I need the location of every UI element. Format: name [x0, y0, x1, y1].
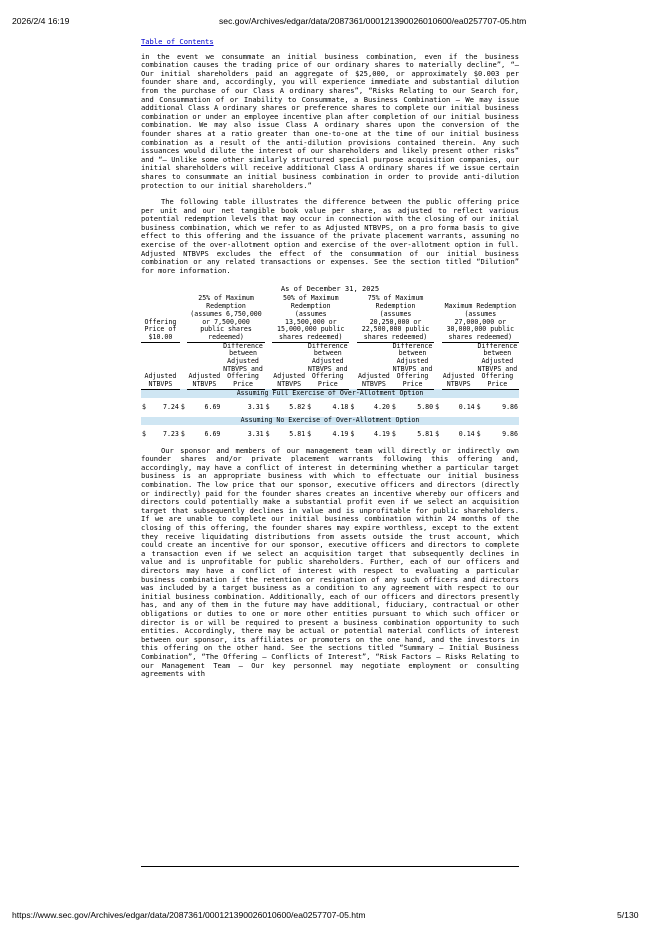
page-bottom-rule — [141, 866, 519, 867]
table-row: $ 7.23 $ 6.69 3.31 $ 5.81 $ 4.19 $ 4.19 $ 5.81 $ 0.14 $ 9.86 — [142, 429, 518, 438]
table-cell: 6.69 — [204, 429, 221, 438]
table-cell: 4.18 — [332, 402, 349, 411]
col-header-adjusted: Adjusted NTBVPS — [187, 342, 221, 389]
table-row: $ 7.24 $ 6.69 3.31 $ 5.82 $ 4.18 $ 4.20 $ 5.80 $ 0.14 $ 9.86 — [142, 402, 518, 411]
table-cell: 3.31 — [247, 402, 264, 411]
table-cell: 3.31 — [247, 429, 264, 438]
print-footer-url: https://www.sec.gov/Archives/edgar/data/2087361/000121390026010600/ea0257707-05.htm — [12, 910, 366, 920]
redemption-max-header: Maximum Redemption (assumes 27,000,000 or 30,000,000 public shares redeemed) — [442, 295, 519, 342]
table-cell: 7.24 — [162, 402, 179, 411]
table-cell: 5.81 — [289, 429, 306, 438]
col-header-adjusted: Adjusted NTBVPS — [272, 342, 306, 389]
print-header-url: sec.gov/Archives/edgar/data/2087361/000121390026010600/ea0257707-05.htm — [219, 16, 527, 26]
table-as-of-date: As of December 31, 2025 — [280, 284, 380, 294]
table-cell: 9.86 — [502, 402, 518, 411]
col-header-difference: Difference between Adjusted NTBVPS and Offering Price — [477, 341, 518, 389]
table-cell: 6.69 — [204, 402, 221, 411]
table-cell: 0.14 — [458, 402, 475, 411]
table-of-contents-link[interactable]: Table of Contents — [141, 37, 214, 46]
table-cell: 4.19 — [332, 429, 349, 438]
col-header-difference: Difference between Adjusted NTBVPS and Offering Price — [223, 341, 263, 389]
paragraph-table-intro: The following table illustrates the difference between the public offering price per unit and our net tangible book value per share, as adjusted to reflect various potential redemption levels that may occur in connection with the closing of our initial business combination, which we refer to as Adjusted NTBVPS, on a pro forma basis to give effect to this offering and the issuance of the private placement warrants, assuming no exercise of the over-allotment option and exercise of the over-allotment option in full. Adjusted NTBVPS excludes the effect of the consummation of our initial business combination or any related transactions or expenses. See the section titled “Dilution” for more information. — [141, 197, 519, 275]
page-number: 5/130 — [617, 910, 639, 920]
table-cell: 4.20 — [374, 402, 390, 411]
document-body — [141, 38, 519, 679]
offering-price-header: Offering Price of $10.00 — [141, 295, 180, 342]
section-full-exercise: Assuming Full Exercise of Over-Allotment Option — [141, 389, 519, 397]
table-cell: 5.80 — [417, 402, 434, 411]
table-cell: 4.19 — [374, 429, 390, 438]
redemption-75-header: 75% of Maximum Redemption (assumes 20,250,000 or 22,500,000 public shares redeemed) — [357, 295, 434, 342]
col-header-difference: Difference between Adjusted NTBVPS and Offering Price — [307, 341, 348, 389]
col-header-adjusted: Adjusted NTBVPS — [141, 342, 180, 389]
table-cell: 5.82 — [289, 402, 306, 411]
paragraph-risk-references: in the event we consummate an initial business combination, even if the business combination causes the trading price of our ordinary shares to materially decline”, “— Our initial shareholders paid an aggregate of $25,000, or approximately $0.003 per founder share and, accordingly, you will experience immediate and substantial dilution from the purchase of our Class A ordinary shares”, “Risks Relating to our Search for, and Consummation of or Inability to Consummate, a Business Combination — We may issue additional Class A ordinary shares or preference shares to complete our initial business combination or under an employee incentive plan after completion of our initial business combination. We may also issue Class A ordinary shares upon the conversion of the founder shares at a ratio greater than one-to-one at the time of our initial business combination as a result of the anti-dilution provisions contained therein. Any such issuances would dilute the interest of our shareholders and likely present other risks” and “— Unlike some other similarly structured special purpose acquisition companies, our initial shareholders will receive additional Class A ordinary shares if we issue certain shares to consummate an initial business combination in order to provide anti-dilution protection to our initial shareholders.” — [141, 51, 519, 190]
table-cell: 7.23 — [162, 429, 179, 438]
section-no-exercise: Assuming No Exercise of Over-Allotment Option — [141, 417, 519, 425]
dilution-table — [141, 295, 519, 438]
paragraph-conflicts-of-interest: Our sponsor and members of our management team will directly or indirectly own founder shares and/or private placement warrants following this offering and, accordingly, may have a conflict of interest in determining whether a particular target business is an appropriate business with which to effectuate our initial business combination. The low price that our sponsor, executive officers and directors (directly or indirectly) paid for the founder shares creates an incentive whereby our officers and directors could potentially make a substantial profit even if we select an acquisition target that subsequently declines in value and is unprofitable for public shareholders. If we are unable to complete our initial business combination within 24 months of the closing of this offering, the founder shares may expire worthless, except to the extent they receive liquidating distributions from assets outside the trust account, which could create an incentive for our sponsor, executive officers and directors to complete a transaction even if we select an acquisition target that subsequently declines in value and is unprofitable for public shareholders. Further, each of our officers and directors may have a conflict of interest with respect to evaluating a particular business combination if the retention or resignation of any such officers and directors was included by a target business as a condition to any agreement with respect to our initial business combination. Additionally, each of our officers and directors presently has, and any of them in the future may have additional, fiduciary, contractual or other obligations or duties to one or more other entities pursuant to which such officer or director is or will be required to present a business combination opportunity to such entities. Accordingly, there may be actual or potential material conflicts of interest between our sponsor, its affiliates or promoters on the one hand, and the investors in this offering on the other hand. See the sections titled “Summary — Initial Business Combination”, “The Offering — Conflicts of Interest”, “Risk Factors — Risks Relating to our Management Team — Our key personnel may negotiate employment or consulting agreements with — [141, 445, 519, 679]
col-header-adjusted: Adjusted NTBVPS — [442, 342, 476, 389]
col-header-difference: Difference between Adjusted NTBVPS and Offering Price — [392, 341, 433, 389]
redemption-50-header: 50% of Maximum Redemption (assumes 13,500,000 or 15,000,000 public shares redeemed) — [272, 295, 349, 342]
redemption-25-header: 25% of Maximum Redemption (assumes 6,750,000 or 7,500,000 public shares redeemed) — [187, 295, 264, 342]
col-header-adjusted: Adjusted NTBVPS — [357, 342, 391, 389]
print-timestamp: 2026/2/4 16:19 — [12, 16, 70, 26]
table-cell: 9.86 — [502, 429, 518, 438]
table-cell: 0.14 — [458, 429, 475, 438]
table-cell: 5.81 — [417, 429, 434, 438]
